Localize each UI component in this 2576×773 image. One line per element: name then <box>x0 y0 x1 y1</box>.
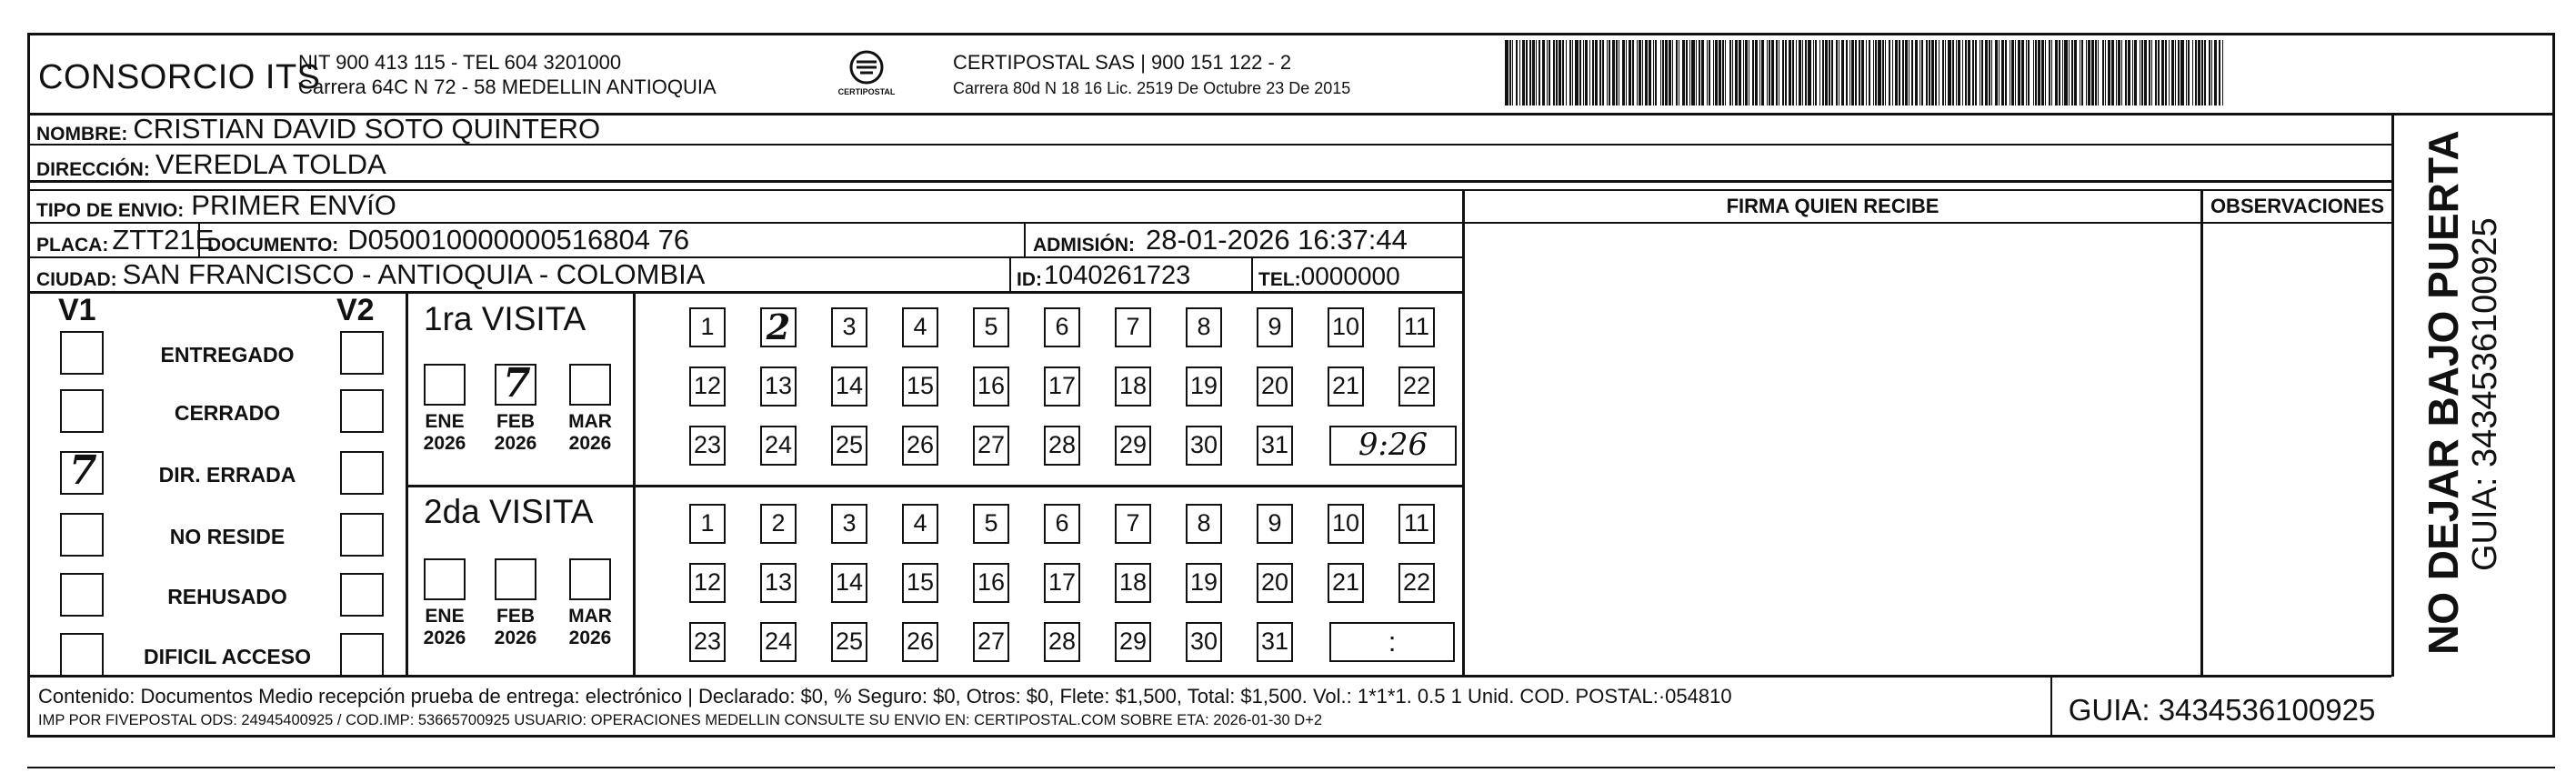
day-box[interactable]: 16 <box>973 563 1009 603</box>
condition-label: NO RESIDE <box>169 525 286 548</box>
day-box[interactable]: 20 <box>1257 563 1293 603</box>
placa-label: PLACA: <box>36 235 109 256</box>
day-box[interactable]: 31 <box>1257 622 1293 662</box>
visit2-title: 2da VISITA <box>424 493 594 530</box>
day-box[interactable]: 5 <box>973 307 1009 347</box>
day-box[interactable]: 18 <box>1115 366 1151 407</box>
v1-checkbox[interactable] <box>60 633 104 677</box>
observaciones-label: OBSERVACIONES <box>2210 195 2385 217</box>
footer-guia: GUIA: 3434536100925 <box>2068 693 2376 727</box>
day-box[interactable]: 31 <box>1257 426 1293 466</box>
id-value: 1040261723 <box>1044 261 1191 290</box>
row-id <box>1017 258 1190 291</box>
barcode <box>1505 40 2228 105</box>
day-box[interactable]: 30 <box>1186 426 1222 466</box>
documento-label: DOCUMENTO: <box>207 235 339 256</box>
barcode-bar <box>2222 40 2223 105</box>
day-box[interactable]: 24 <box>760 622 797 662</box>
month-checkbox[interactable] <box>424 364 466 406</box>
day-box[interactable]: 10 <box>1328 307 1364 347</box>
admision-value: 28-01-2026 16:37:44 <box>1146 224 1408 256</box>
tipo-envio-label: TIPO DE ENVIO: <box>36 200 185 221</box>
day-box[interactable]: 20 <box>1257 366 1293 407</box>
day-box[interactable]: 13 <box>760 563 797 603</box>
condition-label: CERRADO <box>174 401 281 425</box>
day-box[interactable]: 15 <box>902 563 938 603</box>
time-box[interactable]: 9:26 <box>1329 426 1457 466</box>
month-year: 2026 <box>494 627 537 648</box>
day-box[interactable]: 29 <box>1115 622 1151 662</box>
admision-label: ADMISIÓN: <box>1033 235 1135 256</box>
day-box[interactable]: 2 <box>760 307 797 347</box>
v2-checkbox[interactable] <box>340 451 384 495</box>
month-label <box>413 606 476 649</box>
day-box[interactable]: 30 <box>1186 622 1222 662</box>
day-box[interactable]: 26 <box>902 426 938 466</box>
month-name: MAR <box>568 411 612 432</box>
tel-label: TEL: <box>1258 269 1301 290</box>
condition-label: ENTREGADO <box>160 343 295 366</box>
row-nombre <box>36 115 600 146</box>
side-guia: GUIA: 3434536100925 <box>2466 217 2504 571</box>
month-year: 2026 <box>568 433 612 454</box>
day-box[interactable]: 27 <box>973 622 1009 662</box>
v1-checkbox[interactable] <box>60 573 104 617</box>
day-box[interactable]: 28 <box>1044 622 1080 662</box>
day-box[interactable]: 29 <box>1115 426 1151 466</box>
month-label <box>484 411 547 455</box>
day-box[interactable]: 12 <box>689 563 726 603</box>
day-box[interactable]: 4 <box>902 307 938 347</box>
nombre-value: CRISTIAN DAVID SOTO QUINTERO <box>133 115 601 145</box>
month-year: 2026 <box>423 433 466 454</box>
day-box[interactable]: 22 <box>1398 563 1435 603</box>
time-box[interactable]: : <box>1329 622 1455 662</box>
day-box[interactable]: 4 <box>902 504 938 544</box>
v1-handwritten-mark: 7 <box>69 447 97 494</box>
v1-checkbox[interactable] <box>60 447 104 495</box>
carrier-license: Carrera 80d N 18 16 Lic. 2519 De Octubre 23 De 2015 <box>953 79 1351 97</box>
day-box[interactable]: 3 <box>831 307 867 347</box>
v1-checkbox[interactable] <box>60 331 104 375</box>
nombre-label: NOMBRE: <box>36 124 128 145</box>
certipostal-logo: CERTIPOSTAL <box>835 47 898 104</box>
v2-label: V2 <box>336 293 375 327</box>
v2-checkbox[interactable] <box>340 633 384 677</box>
month-label <box>484 606 547 649</box>
day-box[interactable]: 17 <box>1044 366 1080 407</box>
v1-checkbox[interactable] <box>60 513 104 557</box>
day-box[interactable]: 5 <box>973 504 1009 544</box>
day-box[interactable]: 9 <box>1257 307 1293 347</box>
day-box[interactable]: 28 <box>1044 426 1080 466</box>
footer-imp: IMP POR FIVEPOSTAL ODS: 24945400925 / COD.IMP: 53665700925 USUARIO: OPERACIONES MEDELLIN CONSULTE SU ENVIO EN: CERTIPOSTAL.COM SOBRE ETA: 2026-01-30 D+2 <box>38 712 1323 728</box>
placa-value: ZTT21E <box>112 224 215 256</box>
day-box[interactable]: 10 <box>1328 504 1364 544</box>
v1-checkbox[interactable] <box>60 389 104 433</box>
v2-checkbox[interactable] <box>340 389 384 433</box>
month-label <box>558 411 622 455</box>
day-box[interactable]: 9 <box>1257 504 1293 544</box>
day-box[interactable]: 16 <box>973 366 1009 407</box>
month-checkbox[interactable] <box>424 558 466 600</box>
day-box[interactable]: 8 <box>1186 504 1222 544</box>
row-documento <box>207 224 689 256</box>
company-nit-tel: NIT 900 413 115 - TEL 604 3201000 <box>298 51 622 74</box>
id-label: ID: <box>1017 269 1042 290</box>
row-placa <box>36 224 214 256</box>
month-checkbox[interactable] <box>495 558 536 600</box>
day-box[interactable]: 26 <box>902 622 938 662</box>
direccion-label: DIRECCIÓN: <box>36 159 150 180</box>
v1-label: V1 <box>58 293 96 327</box>
day-box[interactable]: 23 <box>689 622 726 662</box>
v2-checkbox[interactable] <box>340 513 384 557</box>
month-name: FEB <box>496 411 535 432</box>
day-box[interactable]: 6 <box>1044 307 1080 347</box>
day-box[interactable]: 25 <box>831 622 867 662</box>
day-box[interactable]: 15 <box>902 366 938 407</box>
day-box[interactable]: 14 <box>831 563 867 603</box>
v2-checkbox[interactable] <box>340 331 384 375</box>
row-admision <box>1033 224 1408 256</box>
day-box[interactable]: 12 <box>689 366 726 407</box>
day-box[interactable]: 11 <box>1398 504 1435 544</box>
ciudad-label: CIUDAD: <box>36 269 117 290</box>
day-box[interactable]: 19 <box>1186 366 1222 407</box>
tipo-envio-value: PRIMER ENVíO <box>191 189 396 221</box>
day-box[interactable]: 24 <box>760 426 797 466</box>
carrier-name: CERTIPOSTAL SAS | 900 151 122 - 2 <box>953 51 1292 74</box>
row-tipo-envio <box>36 189 396 222</box>
v2-checkbox[interactable] <box>340 573 384 617</box>
tel-value: 0000000 <box>1300 262 1400 290</box>
day-box[interactable]: 19 <box>1186 563 1222 603</box>
company-address: Carrera 64C N 72 - 58 MEDELLIN ANTIOQUIA <box>298 75 717 98</box>
firma-label: FIRMA QUIEN RECIBE <box>1726 195 1940 217</box>
month-checkbox[interactable] <box>495 360 536 407</box>
documento-value: D050010000000516804 76 <box>347 224 690 256</box>
side-warning: NO DEJAR BAJO PUERTA <box>2420 130 2467 655</box>
month-name: ENE <box>425 606 465 627</box>
month-label <box>413 411 476 455</box>
day-box[interactable]: 18 <box>1115 563 1151 603</box>
month-name: MAR <box>568 606 612 627</box>
day-box[interactable]: 21 <box>1328 366 1364 407</box>
month-year: 2026 <box>494 433 537 454</box>
condition-label: REHUSADO <box>167 585 287 608</box>
day-box[interactable]: 2 <box>760 504 797 544</box>
day-box[interactable]: 14 <box>831 366 867 407</box>
day-box[interactable]: 1 <box>689 307 726 347</box>
day-box[interactable]: 8 <box>1186 307 1222 347</box>
row-tel <box>1258 258 1400 291</box>
month-label <box>558 606 622 649</box>
day-box[interactable]: 17 <box>1044 563 1080 603</box>
month-handwritten-mark: 7 <box>503 360 531 407</box>
day-box[interactable]: 27 <box>973 426 1009 466</box>
condition-label: DIR. ERRADA <box>158 463 296 487</box>
footer-contenido: Contenido: Documentos Medio recepción prueba de entrega: electrónico | Declarado: $0, % Seguro: $0, Otros: $0, Flete: $1,500, Total: $1,500. Vol.: 1*1*1. 0.5 1 Unid. COD. POSTAL:·054810 <box>38 685 1732 708</box>
ciudad-value: SAN FRANCISCO - ANTIOQUIA - COLOMBIA <box>122 258 706 290</box>
day-box[interactable]: 22 <box>1398 366 1435 407</box>
day-box[interactable]: 23 <box>689 426 726 466</box>
direccion-value: VEREDLA TOLDA <box>155 148 386 180</box>
month-checkbox[interactable] <box>569 364 611 406</box>
day-box[interactable]: 7 <box>1115 307 1151 347</box>
row-direccion <box>36 148 386 181</box>
day-box[interactable]: 3 <box>831 504 867 544</box>
condition-label: DIFICIL ACCESO <box>143 645 311 668</box>
company-name: CONSORCIO ITS <box>38 58 321 96</box>
month-year: 2026 <box>568 627 612 648</box>
visit1-title: 1ra VISITA <box>424 300 586 337</box>
month-name: FEB <box>496 606 535 627</box>
day-box[interactable]: 13 <box>760 366 797 407</box>
row-ciudad <box>36 258 705 291</box>
month-name: ENE <box>425 411 465 432</box>
day-box[interactable]: 7 <box>1115 504 1151 544</box>
month-checkbox[interactable] <box>569 558 611 600</box>
day-box[interactable]: 1 <box>689 504 726 544</box>
month-year: 2026 <box>423 627 466 648</box>
day-box[interactable]: 11 <box>1398 307 1435 347</box>
day-box[interactable]: 6 <box>1044 504 1080 544</box>
day-box[interactable]: 21 <box>1328 563 1364 603</box>
day-box[interactable]: 25 <box>831 426 867 466</box>
